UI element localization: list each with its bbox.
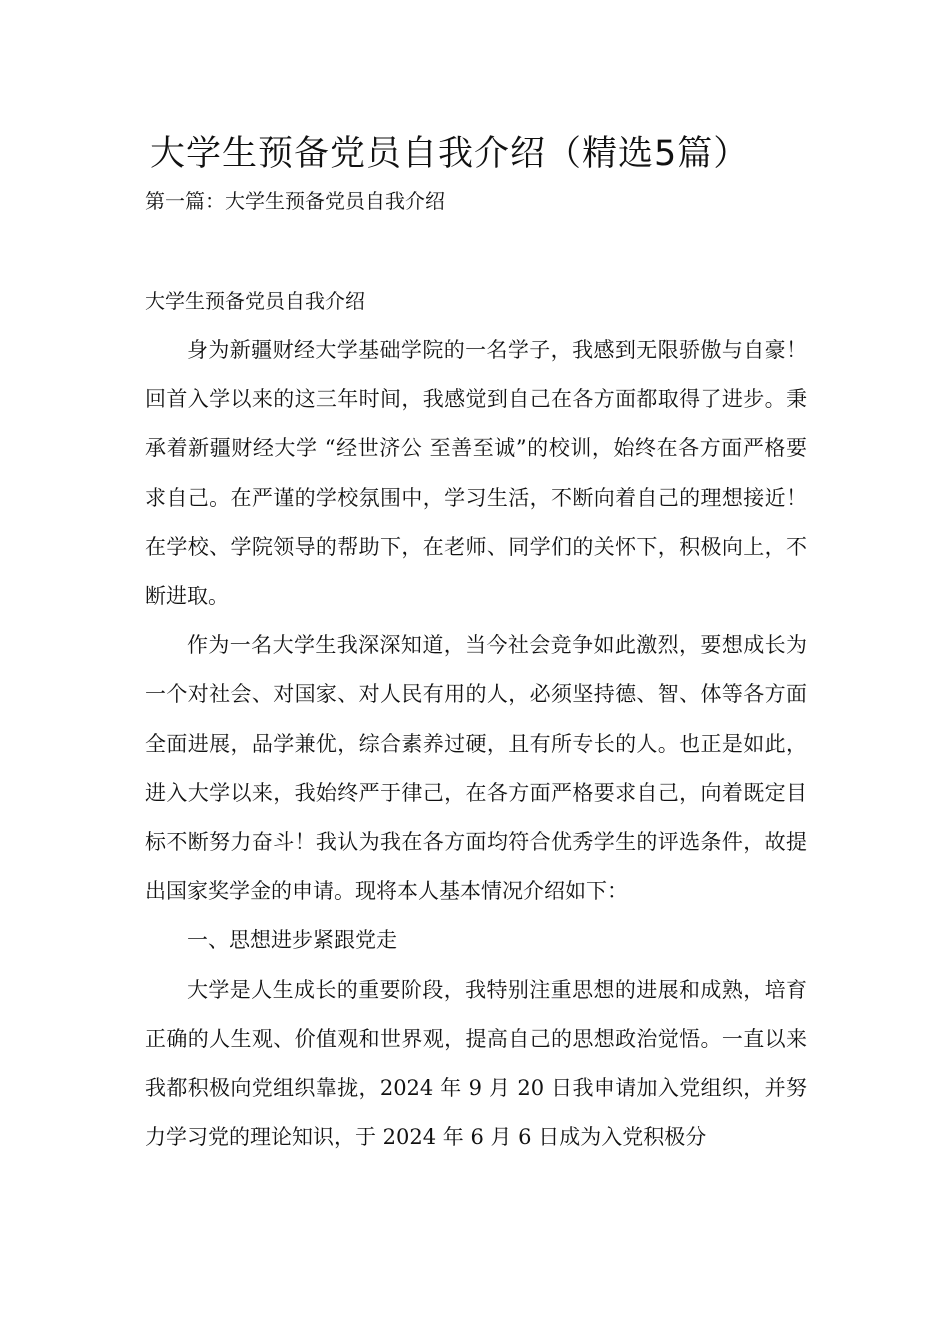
document-body xyxy=(145,326,807,1162)
section-heading: 大学生预备党员自我介绍 xyxy=(145,289,365,313)
subsection-heading: 一、思想进步紧跟党走 xyxy=(187,928,397,953)
document-title: 大学生预备党员自我介绍（精选5篇） xyxy=(150,134,750,174)
paragraph-goals: 作为一名大学生我深深知道，当今社会竞争如此激烈，要想成长为一个对社会、对国家、对人民有用的人，必须坚持德、智、体等各方面全面进展，品学兼优，综合素养过硬，且有所专长的人。也正是如此，进入大学以来，我始终严于律己，在各方面严格要求自己，向着既定目标不断努力奋斗！我认为我在各方面均符合优秀学生的评选条件，故提出国家奖学金的申请。现将本人基本情况介绍如下： xyxy=(145,633,807,904)
paragraph-thought: 大学是人生成长的重要阶段，我特别注重思想的进展和成熟，培育正确的人生观、价值观和世界观，提高自己的思想政治觉悟。一直以来我都积极向党组织靠拢，2024 年 9 月 20 日我申请加入党组织，并努力学习党的理论知识，于 2024 年 6 月 6 日成为入党积极分 xyxy=(145,977,807,1150)
paragraph-intro: 身为新疆财经大学基础学院的一名学子，我感到无限骄傲与自豪！回首入学以来的这三年时间，我感觉到自己在各方面都取得了进步。秉承着新疆财经大学 “经世济公 至善至诚”的校训，始终在各方面严格要求自己。在严谨的学校氛围中，学习生活，不断向着自己的理想接近！在学校、学院领导的帮助下，在老师、同学们的关怀下，积极向上，不断进取。 xyxy=(145,338,807,609)
chapter-subtitle: 第一篇：大学生预备党员自我介绍 xyxy=(145,189,445,213)
